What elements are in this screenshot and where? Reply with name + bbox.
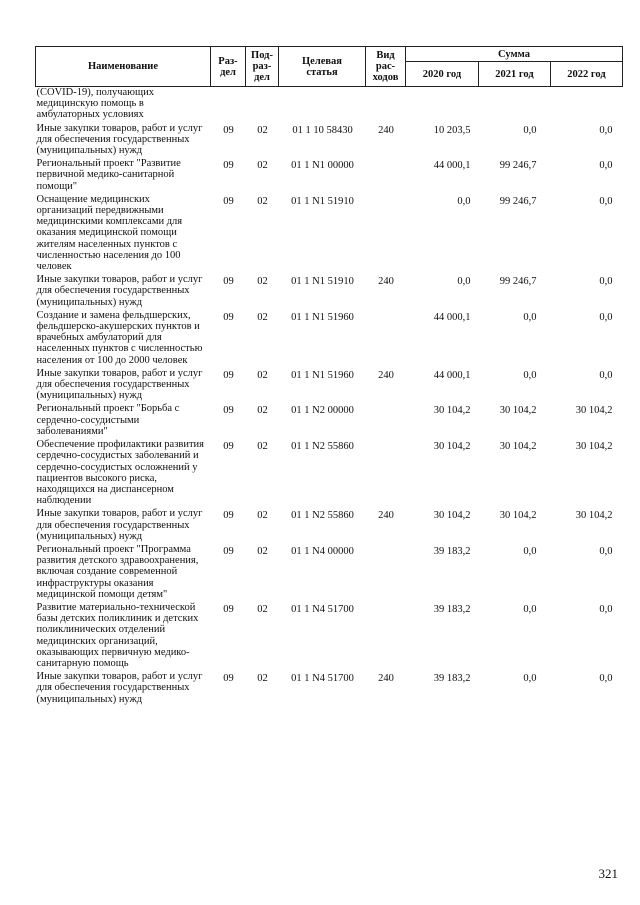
row-razdel: 09: [223, 276, 234, 288]
row-sum-2021: 99 246,7: [499, 276, 537, 288]
row-vid-rashodov: 240: [378, 124, 394, 136]
row-sum-2022: 30 104,2: [575, 510, 613, 522]
table-header: [36, 47, 623, 87]
row-podrazdel: 02: [257, 673, 268, 685]
row-sum-2022: 30 104,2: [575, 405, 613, 417]
row-sum-2020: 0,0: [457, 195, 471, 207]
row-name: Иные закупки товаров, работ и услуг для обеспечения государственных (муниципальных) нужд: [36, 671, 203, 705]
row-sum-2022: 0,0: [599, 311, 613, 323]
table-row: [36, 158, 623, 194]
row-sum-2022: 0,0: [599, 195, 613, 207]
row-podrazdel: 02: [257, 276, 268, 288]
row-sum-2020: 30 104,2: [433, 510, 471, 522]
row-razdel: 09: [223, 405, 234, 417]
row-vid-rashodov: [366, 602, 406, 671]
row-vid-rashodov: 240: [378, 510, 394, 522]
row-name: Оснащение медицинских организаций передвижными медицинскими комплексами для оказания медицинской помощи жителям населенных пунктов с численностью населения до 100 человек: [36, 193, 183, 273]
row-sum-2022: 0,0: [599, 276, 613, 288]
row-sum-2020: 30 104,2: [433, 441, 471, 453]
row-sum-2021: 99 246,7: [499, 195, 537, 207]
row-name: Обеспечение профилактики развития сердечно-сосудистых заболеваний и сердечно-сосудистых осложнений у пациентов высокого риска, находящихся на диспансерном наблюдении: [36, 439, 204, 507]
row-razdel: 09: [223, 510, 234, 522]
header-podrazdel: [246, 47, 279, 87]
row-vid-rashodov: [366, 544, 406, 602]
row-vid-rashodov: [366, 194, 406, 274]
row-sum-2020: 30 104,2: [433, 405, 471, 417]
row-name: Развитие материально-технической базы детских поликлиник и детских поликлинических отделений медицинских организаций, оказывающих первичную медико-санитарную помощь: [36, 601, 199, 669]
row-name: Региональный проект "Развитие первичной медико-санитарной помощи": [36, 158, 181, 192]
row-celevaya-statya: 01 1 10 58430: [292, 124, 353, 136]
row-podrazdel: 02: [257, 124, 268, 136]
row-celevaya-statya: 01 1 N4 51700: [291, 673, 354, 685]
row-razdel: 09: [223, 603, 234, 615]
row-celevaya-statya: 01 1 N1 51910: [291, 276, 354, 288]
row-sum-2020: 44 000,1: [433, 311, 471, 323]
row-name: Иные закупки товаров, работ и услуг для обеспечения государственных (муниципальных) нужд: [36, 508, 203, 542]
row-vid-rashodov: 240: [378, 369, 394, 381]
row-name: (COVID-19), получающих медицинскую помощь в амбулаторных условиях: [36, 87, 154, 121]
row-sum-2020: 39 183,2: [433, 545, 471, 557]
table-row: [36, 310, 623, 368]
row-razdel: 09: [223, 160, 234, 172]
row-celevaya-statya: 01 1 N2 55860: [291, 441, 354, 453]
page-number: 321: [598, 866, 618, 881]
row-podrazdel: 02: [257, 603, 268, 615]
row-podrazdel: 02: [257, 195, 268, 207]
header-name: Наименование: [36, 47, 211, 87]
row-celevaya-statya: 01 1 N2 55860: [291, 510, 354, 522]
header-razdel-text: Раз- дел: [218, 55, 238, 78]
row-celevaya-statya: 01 1 N4 51700: [291, 603, 354, 615]
row-vid-rashodov: [366, 158, 406, 194]
row-name: Региональный проект "Программа развития детского здравоохранения, включая создание современной инфраструктуры оказания медицинской помощи детям": [36, 543, 199, 600]
row-vid-rashodov: [366, 439, 406, 508]
header-razdel: [211, 47, 246, 87]
table-row: [36, 602, 623, 671]
table-row: [36, 439, 623, 508]
row-sum-2020: 44 000,1: [433, 160, 471, 172]
row-sum-2020: [406, 87, 479, 123]
row-sum-2020: 39 183,2: [433, 673, 471, 685]
row-sum-2022: 0,0: [599, 124, 613, 136]
row-celevaya-statya: [279, 87, 366, 123]
row-sum-2021: 99 246,7: [499, 160, 537, 172]
row-sum-2022: 0,0: [599, 673, 613, 685]
table-row: [36, 544, 623, 602]
header-celevaya: [279, 47, 366, 87]
row-sum-2022: 0,0: [599, 545, 613, 557]
row-celevaya-statya: 01 1 N4 00000: [291, 545, 354, 557]
header-year-2020: 2020 год: [406, 62, 479, 87]
row-celevaya-statya: 01 1 N2 00000: [291, 405, 354, 417]
row-sum-2021: 0,0: [523, 545, 537, 557]
row-razdel: 09: [223, 311, 234, 323]
row-razdel: 09: [223, 441, 234, 453]
row-name: Создание и замена фельдшерских, фельдшерско-акушерских пунктов и врачебных амбулаторий для населенных пунктов с численностью населения от 100 до 2000 человек: [36, 309, 203, 366]
row-razdel: 09: [223, 369, 234, 381]
row-podrazdel: [246, 87, 279, 123]
row-sum-2022: 0,0: [599, 603, 613, 615]
row-celevaya-statya: 01 1 N1 51960: [291, 311, 354, 323]
row-razdel: 09: [223, 673, 234, 685]
row-podrazdel: 02: [257, 160, 268, 172]
header-vid: [366, 47, 406, 87]
row-vid-rashodov: 240: [378, 673, 394, 685]
header-celevaya-text: Целевая статья: [302, 55, 342, 78]
row-sum-2021: [479, 87, 551, 123]
budget-table: [35, 46, 623, 707]
row-sum-2022: 0,0: [599, 160, 613, 172]
row-sum-2022: 0,0: [599, 369, 613, 381]
row-vid-rashodov: [366, 310, 406, 368]
row-vid-rashodov: 240: [378, 276, 394, 288]
row-sum-2022: 30 104,2: [575, 441, 613, 453]
row-sum-2021: 0,0: [523, 311, 537, 323]
table-row: [36, 508, 623, 544]
row-sum-2021: 0,0: [523, 369, 537, 381]
row-name: Иные закупки товаров, работ и услуг для обеспечения государственных (муниципальных) нужд: [36, 122, 203, 157]
row-podrazdel: 02: [257, 369, 268, 381]
row-razdel: 09: [223, 124, 234, 136]
row-vid-rashodov: [366, 403, 406, 439]
row-sum-2020: 39 183,2: [433, 603, 471, 615]
row-razdel: [211, 87, 246, 123]
row-sum-2021: 30 104,2: [499, 441, 537, 453]
row-sum-2022: [551, 87, 623, 123]
row-podrazdel: 02: [257, 441, 268, 453]
row-podrazdel: 02: [257, 510, 268, 522]
row-celevaya-statya: 01 1 N1 51960: [291, 369, 354, 381]
header-year-2021: 2021 год: [479, 62, 551, 87]
row-name: Иные закупки товаров, работ и услуг для обеспечения государственных (муниципальных) нужд: [36, 367, 203, 402]
header-summa: Сумма: [406, 47, 623, 62]
row-sum-2020: 10 203,5: [433, 124, 471, 136]
table-body: [36, 87, 623, 707]
row-name: Иные закупки товаров, работ и услуг для обеспечения государственных (муниципальных) нужд: [36, 274, 203, 308]
row-sum-2021: 0,0: [523, 124, 537, 136]
header-podrazdel-text: Под- раз- дел: [251, 50, 273, 83]
table-row: [36, 274, 623, 310]
table-row: [36, 403, 623, 439]
table-row: [36, 671, 623, 707]
row-podrazdel: 02: [257, 405, 268, 417]
row-sum-2021: 0,0: [523, 673, 537, 685]
row-sum-2021: 30 104,2: [499, 510, 537, 522]
row-sum-2021: 0,0: [523, 603, 537, 615]
row-vid-rashodov: [366, 87, 406, 123]
table-row: [36, 87, 623, 123]
table-row: [36, 123, 623, 159]
header-year-2022: 2022 год: [551, 62, 623, 87]
row-razdel: 09: [223, 545, 234, 557]
row-sum-2020: 44 000,1: [433, 369, 471, 381]
row-sum-2021: 30 104,2: [499, 405, 537, 417]
row-celevaya-statya: 01 1 N1 00000: [291, 160, 354, 172]
table-row: [36, 368, 623, 404]
row-sum-2020: 0,0: [457, 276, 471, 288]
row-name: Региональный проект "Борьба с сердечно-сосудистыми заболеваниями": [36, 403, 180, 437]
row-razdel: 09: [223, 195, 234, 207]
row-podrazdel: 02: [257, 545, 268, 557]
table-row: [36, 194, 623, 274]
header-vid-text: Вид рас- ходов: [372, 50, 399, 83]
row-podrazdel: 02: [257, 311, 268, 323]
row-celevaya-statya: 01 1 N1 51910: [291, 195, 354, 207]
